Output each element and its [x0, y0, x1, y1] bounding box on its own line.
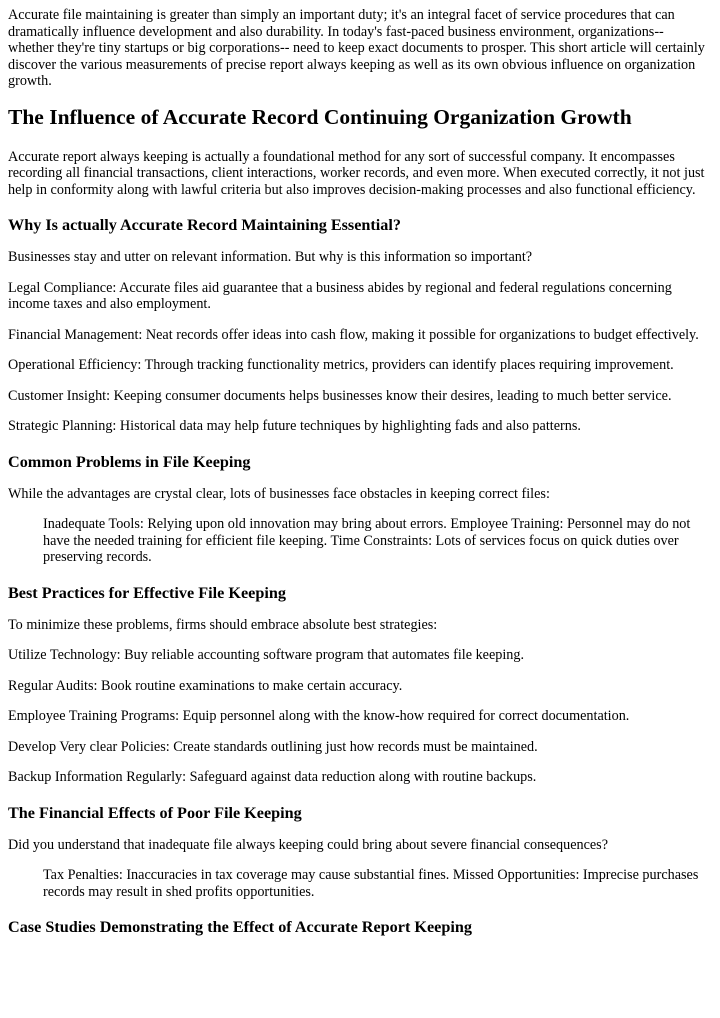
blockquote: Tax Penalties: Inaccuracies in tax coverage may cause substantial fines. Missed Opportunities: Imprecise purchases records may result in shed profits opportunities.	[43, 867, 699, 900]
paragraph: Utilize Technology: Buy reliable accounting software program that automates file keeping.	[8, 647, 525, 663]
paragraph: To minimize these problems, firms should embrace absolute best strategies:	[8, 616, 438, 633]
section-heading-best-practices: Best Practices for Effective File Keeping	[8, 583, 286, 602]
article-title: The Influence of Accurate Record Continuing Organization Growth	[8, 104, 632, 129]
section-heading-common-problems: Common Problems in File Keeping	[8, 452, 251, 471]
paragraph: Did you understand that inadequate file always keeping could bring about severe financial consequences?	[8, 836, 608, 853]
paragraph: Businesses stay and utter on relevant information. But why is this information so important?	[8, 249, 533, 265]
paragraph: Legal Compliance: Accurate files aid guarantee that a business abides by regional and federal regulations concerning income taxes and also employment.	[8, 279, 672, 312]
blockquote: Inadequate Tools: Relying upon old innovation may bring about errors. Employee Training: Personnel may do not have the needed training for efficient file keeping. Time Constraints: Lots of services focus on quick duties over preserving records.	[43, 516, 691, 565]
section-heading-case-studies: Case Studies Demonstrating the Effect of Accurate Report Keeping	[8, 918, 472, 936]
paragraph: Operational Efficiency: Through tracking functionality metrics, providers can identify places requiring improvement.	[8, 357, 674, 373]
paragraph: Regular Audits: Book routine examinations to make certain accuracy.	[8, 677, 403, 694]
paragraph: Customer Insight: Keeping consumer documents helps businesses know their desires, leading to much better service.	[8, 387, 672, 404]
paragraph: While the advantages are crystal clear, lots of businesses face obstacles in keeping correct files:	[8, 485, 550, 502]
section-heading-why-essential: Why Is actually Accurate Record Maintaining Essential?	[8, 216, 401, 234]
paragraph: Develop Very clear Policies: Create standards outlining just how records must be maintained.	[8, 738, 538, 755]
intro-paragraph: Accurate file maintaining is greater than simply an important duty; it's an integral facet of service procedures that can dramatically influence development and also durability. In today's fast-paced business environment, organizations-- whether they're tiny startups or big corporations-- need to keep exact documents to prosper. This short article will certainly discover the various measurements of precise report always keeping as well as its own obvious influence on organization growth.	[8, 7, 705, 89]
title-paragraph: Accurate report always keeping is actually a foundational method for any sort of successful company. It encompasses recording all financial transactions, client interactions, worker records, and even more. When executed correctly, it not just help in conformity along with lawful criteria but also improves decision-making processes and also functional efficiency.	[8, 148, 705, 198]
paragraph: Financial Management: Neat records offer ideas into cash flow, making it possible for organizations to budget effectively.	[8, 326, 699, 343]
section-heading-financial-effects: The Financial Effects of Poor File Keeping	[8, 803, 302, 822]
paragraph: Strategic Planning: Historical data may help future techniques by highlighting fads and also patterns.	[8, 418, 581, 434]
paragraph: Backup Information Regularly: Safeguard against data reduction along with routine backups.	[8, 769, 537, 785]
paragraph: Employee Training Programs: Equip personnel along with the know-how required for correct documentation.	[8, 708, 630, 724]
